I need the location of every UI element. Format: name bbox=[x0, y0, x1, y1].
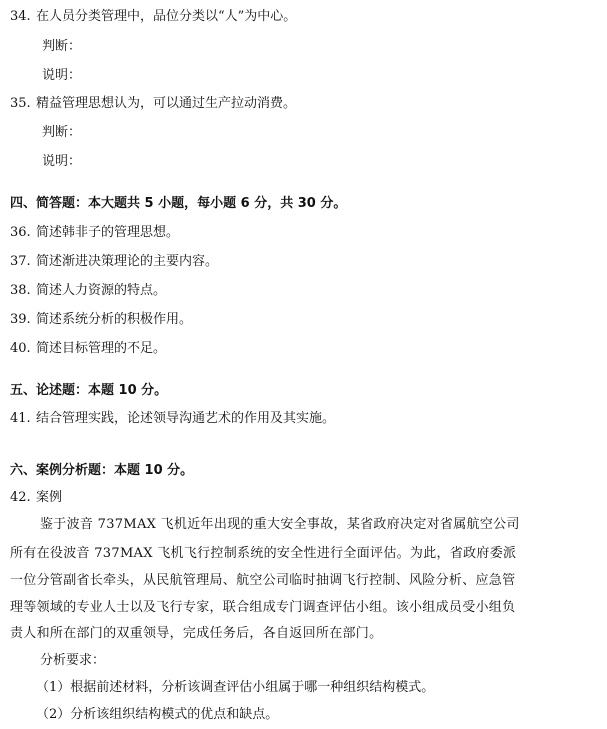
case-label: 案例 bbox=[36, 490, 63, 505]
case-text-line: 所有在役波音 737MAX 飞机飞行控制系统的安全性进行全面评估。为此，省政府委派 bbox=[10, 546, 517, 561]
question-number: 42. bbox=[10, 490, 31, 505]
question-number: 39. bbox=[10, 312, 31, 327]
judge-label: 判断： bbox=[42, 125, 82, 140]
case-text-line: 责人和所在部门的双重领导，完成任务后，各自返回所在部门。 bbox=[10, 626, 383, 641]
question-number: 36. bbox=[10, 225, 31, 240]
question-37 bbox=[10, 254, 218, 270]
question-text: 在人员分类管理中，品位分类以“人”为中心。 bbox=[36, 9, 297, 24]
question-39 bbox=[10, 312, 192, 328]
explain-label: 说明： bbox=[42, 68, 82, 83]
question-text: 简述系统分析的积极作用。 bbox=[36, 312, 193, 327]
question-41 bbox=[10, 411, 335, 427]
question-text: 精益管理思想认为，可以通过生产拉动消费。 bbox=[36, 96, 297, 111]
question-38 bbox=[10, 283, 166, 299]
explain-label: 说明： bbox=[42, 154, 82, 169]
case-text-line: 鉴于波音 737MAX 飞机近年出现的重大安全事故，某省政府决定对省属航空公司 bbox=[40, 517, 520, 532]
section-4-heading: 四、简答题：本大题共 5 小题，每小题 6 分，共 30 分。 bbox=[10, 196, 347, 211]
requirement-item: （2）分析该组织结构模式的优点和缺点。 bbox=[36, 707, 279, 722]
question-text: 简述渐进决策理论的主要内容。 bbox=[36, 254, 219, 269]
question-text: 简述韩非子的管理思想。 bbox=[36, 225, 180, 240]
question-36 bbox=[10, 225, 179, 241]
question-34 bbox=[10, 9, 296, 25]
question-35 bbox=[10, 96, 296, 112]
question-number: 38. bbox=[10, 283, 31, 298]
judge-label: 判断： bbox=[42, 39, 82, 54]
question-40 bbox=[10, 341, 166, 357]
question-number: 40. bbox=[10, 341, 31, 356]
requirements-label: 分析要求： bbox=[40, 653, 106, 668]
section-6-heading: 六、案例分析题：本题 10 分。 bbox=[10, 463, 194, 478]
case-text-line: 一位分管副省长牵头，从民航管理局、航空公司临时抽调飞行控制、风险分析、应急管 bbox=[10, 573, 516, 588]
question-number: 41. bbox=[10, 411, 31, 426]
question-number: 34. bbox=[10, 9, 31, 24]
question-number: 37. bbox=[10, 254, 31, 269]
case-text-line: 理等领域的专业人士以及飞行专家，联合组成专门调查评估小组。该小组成员受小组负 bbox=[10, 600, 516, 615]
requirement-item: （1）根据前述材料，分析该调查评估小组属于哪一种组织结构模式。 bbox=[36, 680, 435, 695]
question-42 bbox=[10, 490, 62, 506]
question-number: 35. bbox=[10, 96, 31, 111]
question-text: 简述人力资源的特点。 bbox=[36, 283, 167, 298]
section-5-heading: 五、论述题：本题 10 分。 bbox=[10, 383, 168, 398]
question-text: 结合管理实践，论述领导沟通艺术的作用及其实施。 bbox=[36, 411, 336, 426]
question-text: 简述目标管理的不足。 bbox=[36, 341, 167, 356]
